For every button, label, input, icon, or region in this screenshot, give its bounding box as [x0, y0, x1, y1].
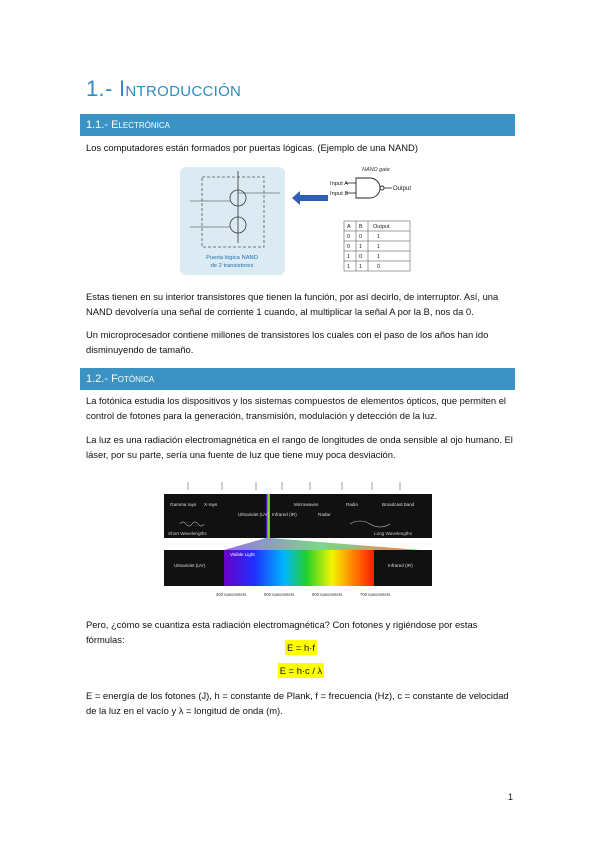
truth-table-cell: 0	[377, 264, 381, 270]
paragraph: E = energía de los fotones (J), h = constante de Plank, f = frecuencia (Hz), c = constante de velocidad de la luz en el vacío y λ = longitud de onda (m).	[86, 690, 509, 716]
nm-tick-label: 600 nanometers	[312, 592, 343, 597]
truth-table-header: B	[359, 224, 363, 230]
section-heading-electronica: 1.1.- Electrónica	[80, 114, 515, 136]
paragraph: Los computadores están formados por puertas lógicas. (Ejemplo de una NAND)	[86, 142, 418, 153]
paragraph: Un microprocesador contiene millones de transistores los cuales con el paso de los años han ido disminuyendo de tamaño.	[86, 329, 489, 355]
nand-caption-line1: Puerta lógica NAND	[206, 255, 258, 261]
input-a-label: Input A	[330, 181, 349, 187]
truth-table-cell: 1	[347, 254, 351, 260]
truth-table-cell: 0	[347, 244, 351, 250]
band-label: Gamma rays	[170, 502, 197, 507]
truth-table-header: Output	[373, 224, 390, 230]
nm-tick-label: 700 nanometers	[360, 592, 391, 597]
gate-title: NAND gate	[362, 167, 390, 173]
truth-table-cell: 1	[377, 254, 381, 260]
long-wavelengths-label: Long Wavelengths	[374, 531, 412, 536]
visible-light-label: Visible Light	[230, 552, 255, 557]
band-label: Radar	[318, 512, 331, 517]
nand-gate-icon	[356, 178, 380, 198]
paragraph: Pero, ¿cómo se cuantiza esta radiación electromagnética? Con fotones y rigiéndose por estas fórmulas:	[86, 619, 478, 645]
short-wavelengths-label: Short Wavelengths	[168, 531, 207, 536]
nm-tick-label: 500 nanometers	[264, 592, 295, 597]
band-label: Microwaves	[294, 502, 319, 507]
truth-table-header: A	[347, 224, 351, 230]
truth-table-cell: 1	[359, 244, 363, 250]
ir-label: Infrared (IR)	[388, 563, 413, 568]
formula-energy-frequency: E = h·f	[287, 642, 315, 653]
paragraph: Estas tienen en su interior transistores que tienen la función, por así decirlo, de interruptor. Así, una NAND devolvería una señal de corriente 1 cuando, al multiplicar la señal A por la B, nos da 0.	[86, 291, 499, 317]
nm-tick-label: 400 nanometers	[216, 592, 247, 597]
uv-label: Ultraviolet (UV)	[174, 563, 206, 568]
page-title: 1.- Introducción	[86, 76, 242, 101]
truth-table-cell: 0	[347, 234, 351, 240]
truth-table-cell: 0	[359, 234, 363, 240]
formula-energy-wavelength: E = h·c / λ	[279, 665, 323, 676]
electromagnetic-spectrum-figure	[160, 472, 438, 602]
band-label: Ultraviolet (UV)	[238, 512, 270, 517]
paragraph: La fotónica estudia los dispositivos y los sistemas compuestos de elementos ópticos, que permiten el control de fotones para la generación, transmisión, modulación y detección de la luz.	[86, 395, 507, 421]
arrow-left-icon	[292, 191, 328, 205]
truth-table-cell: 1	[377, 234, 381, 240]
page-number: 1	[508, 792, 514, 802]
truth-table-cell: 1	[377, 244, 381, 250]
truth-table-cell: 1	[347, 264, 351, 270]
truth-table-cell: 1	[359, 264, 363, 270]
input-b-label: Input B	[330, 191, 349, 197]
paragraph: La luz es una radiación electromagnética en el rango de longitudes de onda sensible al ojo humano. El láser, por su parte, sería una fuente de luz que tiene muy poca desviación.	[86, 434, 513, 460]
nand-gate-figure	[180, 163, 425, 275]
band-label: X-rays	[204, 502, 218, 507]
truth-table-cell: 0	[359, 254, 363, 260]
output-label: Output	[393, 186, 412, 192]
section-heading-fotonica: 1.2.- Fotónica	[80, 368, 515, 390]
band-label: Infrared (IR)	[272, 512, 297, 517]
band-label: Radio	[346, 502, 359, 507]
band-label: Broadcast band	[382, 502, 415, 507]
nand-caption-line2: de 2 transistores	[210, 263, 254, 269]
